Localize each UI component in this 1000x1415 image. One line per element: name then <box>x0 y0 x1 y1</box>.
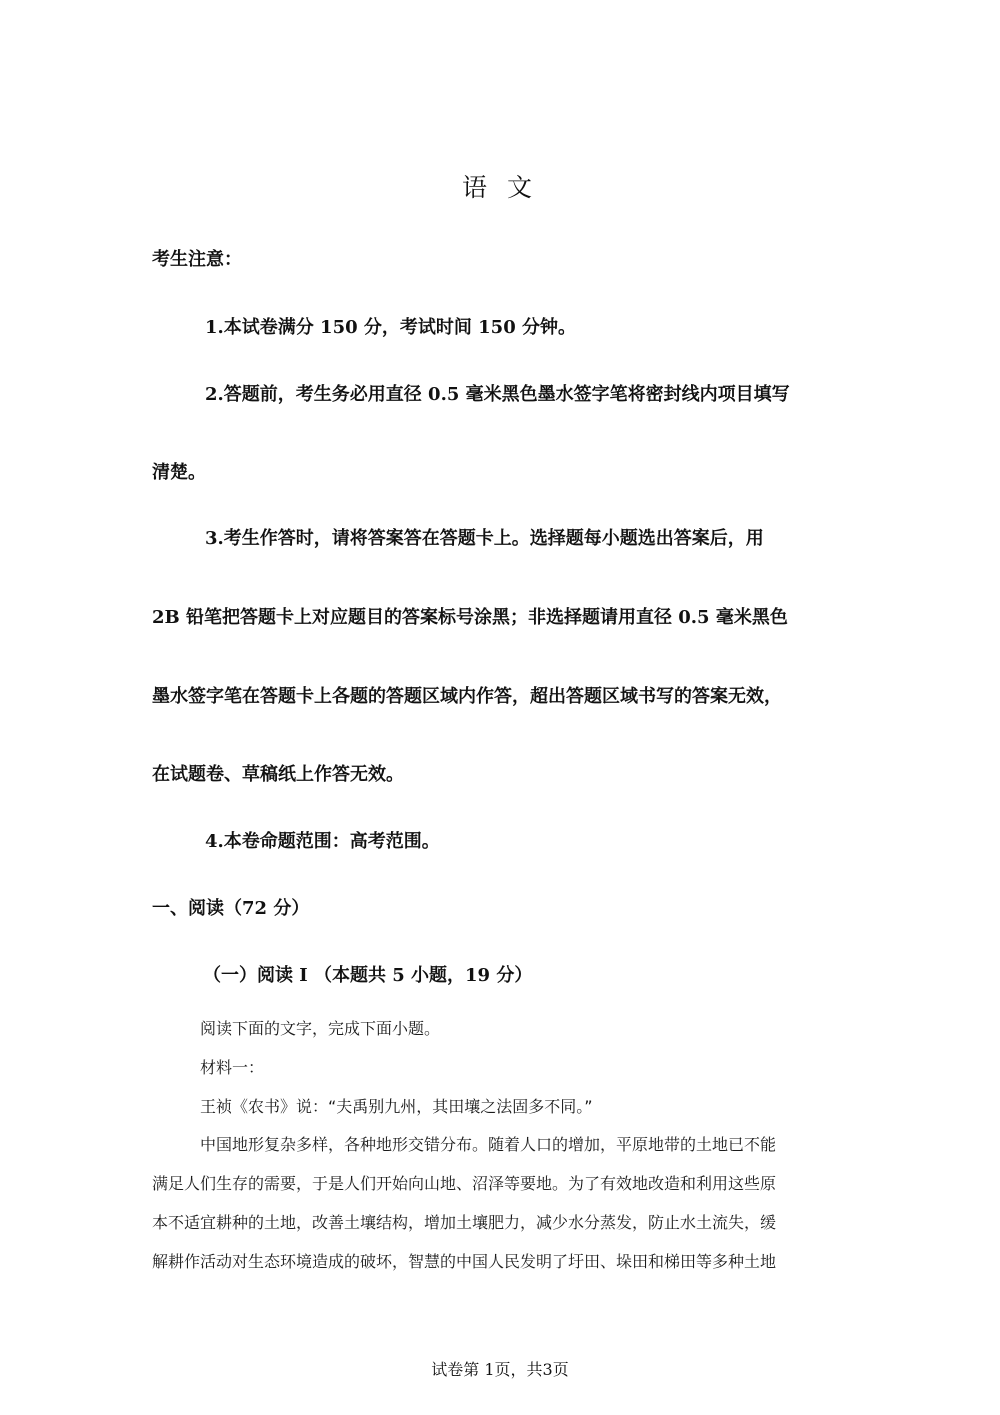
passage-material-label: 材料一： <box>200 1058 265 1077</box>
passage-quote: 王祯《农书》说：“夫禹别九州，其田壤之法固多不同。” <box>200 1097 593 1116</box>
notice-item-3-line-2: 2B 铅笔把答题卡上对应题目的答案标号涂黑；非选择题请用直径 0.5 毫米黑色 <box>152 607 788 628</box>
passage-line: 满足人们生存的需要，于是人们开始向山地、沼泽等要地。为了有效地改造和利用这些原 <box>152 1174 777 1193</box>
notice-item-3-line-4: 在试题卷、草稿纸上作答无效。 <box>152 764 404 785</box>
passage-line: 解耕作活动对生态环境造成的破坏，智慧的中国人民发明了圩田、垛田和梯田等多种土地 <box>152 1252 777 1271</box>
notice-item-3: 3.考生作答时，请将答案答在答题卡上。选择题每小题选出答案后，用 <box>205 528 764 549</box>
page-footer: 试卷第 1页，共3页 <box>431 1360 569 1379</box>
subsection-heading: （一）阅读 I （本题共 5 小题，19 分） <box>203 965 533 986</box>
notice-item-4: 4.本卷命题范围：高考范围。 <box>205 831 440 852</box>
notice-item-2: 2.答题前，考生务必用直径 0.5 毫米黑色墨水签字笔将密封线内项目填写 <box>205 384 790 405</box>
passage-instruction: 阅读下面的文字，完成下面小题。 <box>200 1019 441 1038</box>
notice-item-1: 1.本试卷满分 150 分，考试时间 150 分钟。 <box>205 317 577 338</box>
section-heading: 一、阅读（72 分） <box>152 898 310 919</box>
passage-line: 本不适宜耕种的土地，改善土壤结构，增加土壤肥力，减少水分蒸发，防止水土流失，缓 <box>152 1213 777 1232</box>
page-title: 语 文 <box>462 173 538 202</box>
notice-heading: 考生注意： <box>152 249 242 270</box>
notice-item-3-line-3: 墨水签字笔在答题卡上各题的答题区域内作答，超出答题区域书写的答案无效， <box>152 686 782 707</box>
passage-line: 中国地形复杂多样，各种地形交错分布。随着人口的增加，平原地带的土地已不能 <box>200 1135 777 1154</box>
notice-item-2-continued: 清楚。 <box>152 462 206 483</box>
